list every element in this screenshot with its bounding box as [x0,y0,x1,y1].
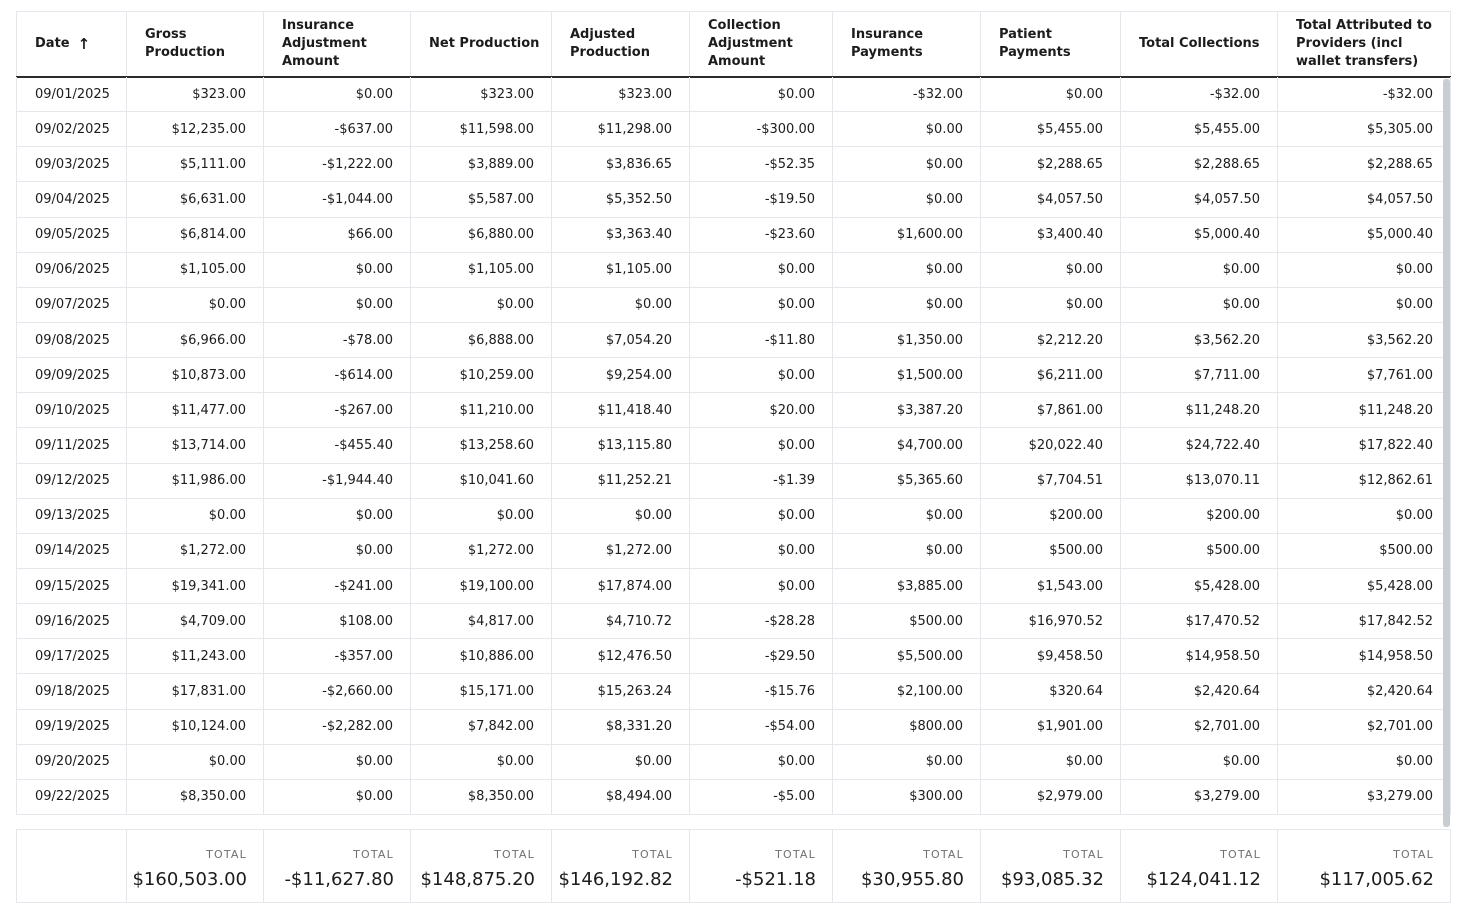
value-cell: $0.00 [264,253,411,287]
total-value: $148,875.20 [420,869,535,890]
value-cell: $200.00 [1121,499,1278,533]
value-cell: $19,341.00 [127,569,264,603]
date-cell: 09/16/2025 [16,604,127,638]
value-cell: $8,350.00 [127,780,264,814]
value-cell: $3,363.40 [552,218,690,252]
value-cell: $7,761.00 [1278,358,1451,392]
value-cell: $0.00 [264,499,411,533]
column-header-5[interactable] [690,12,833,76]
column-header-6[interactable] [833,12,981,76]
table-row[interactable] [16,393,1451,428]
value-cell: $8,494.00 [552,780,690,814]
total-value: $146,192.82 [558,869,673,890]
vertical-scrollbar[interactable] [1443,79,1450,827]
value-cell: $9,254.00 [552,358,690,392]
value-cell: $323.00 [411,77,552,111]
table-row[interactable] [16,323,1451,358]
value-cell: $0.00 [981,288,1121,322]
value-cell: $0.00 [833,112,981,146]
value-cell: $12,476.50 [552,639,690,673]
value-cell: $5,305.00 [1278,112,1451,146]
footer-total-cell [552,830,690,902]
date-cell: 09/14/2025 [16,534,127,568]
column-header-label: Net Production [429,36,540,51]
value-cell: $11,248.20 [1278,393,1451,427]
value-cell: $5,000.40 [1278,218,1451,252]
value-cell: -$455.40 [264,428,411,462]
value-cell: $11,210.00 [411,393,552,427]
value-cell: $0.00 [981,253,1121,287]
value-cell: $300.00 [833,780,981,814]
table-row[interactable] [16,358,1451,393]
value-cell: $6,814.00 [127,218,264,252]
value-cell: $14,958.50 [1278,639,1451,673]
value-cell: $5,352.50 [552,182,690,216]
value-cell: -$32.00 [1278,77,1451,111]
value-cell: $0.00 [833,499,981,533]
value-cell: $6,888.00 [411,323,552,357]
value-cell: $6,631.00 [127,182,264,216]
value-cell: $5,000.40 [1121,218,1278,252]
value-cell: $0.00 [690,745,833,779]
footer-total-cell [264,830,411,902]
date-cell: 09/15/2025 [16,569,127,603]
total-value: $124,041.12 [1146,869,1261,890]
value-cell: -$54.00 [690,710,833,744]
column-header-8[interactable] [1121,12,1278,76]
total-label: TOTAL [1063,848,1104,861]
footer-total-cell [833,830,981,902]
value-cell: -$267.00 [264,393,411,427]
value-cell: $0.00 [833,182,981,216]
column-header-1[interactable] [127,12,264,76]
value-cell: $2,979.00 [981,780,1121,814]
value-cell: $0.00 [690,77,833,111]
value-cell: $4,700.00 [833,428,981,462]
value-cell: $0.00 [552,745,690,779]
column-header-label: Gross Production [145,27,225,60]
value-cell: $17,822.40 [1278,428,1451,462]
value-cell: -$2,660.00 [264,674,411,708]
value-cell: $5,455.00 [1121,112,1278,146]
date-cell: 09/11/2025 [16,428,127,462]
value-cell: $5,428.00 [1121,569,1278,603]
value-cell: $3,279.00 [1278,780,1451,814]
date-cell: 09/10/2025 [16,393,127,427]
value-cell: $108.00 [264,604,411,638]
value-cell: $2,288.65 [981,147,1121,181]
value-cell: $0.00 [264,77,411,111]
value-cell: -$241.00 [264,569,411,603]
value-cell: $0.00 [833,288,981,322]
table-header [16,11,1451,78]
value-cell: $7,711.00 [1121,358,1278,392]
value-cell: $2,288.65 [1278,147,1451,181]
value-cell: $1,105.00 [411,253,552,287]
table-row[interactable] [16,182,1451,217]
date-cell: 09/07/2025 [16,288,127,322]
value-cell: $5,455.00 [981,112,1121,146]
total-label: TOTAL [494,848,535,861]
table-row[interactable] [16,674,1451,709]
value-cell: $17,470.52 [1121,604,1278,638]
value-cell: $0.00 [1121,253,1278,287]
value-cell: $11,252.21 [552,464,690,498]
table-footer-totals [16,829,1451,903]
value-cell: -$52.35 [690,147,833,181]
value-cell: -$29.50 [690,639,833,673]
value-cell: $0.00 [1278,499,1451,533]
column-header-2[interactable] [264,12,411,76]
total-value: $117,005.62 [1319,869,1434,890]
value-cell: $3,387.20 [833,393,981,427]
value-cell: $12,862.61 [1278,464,1451,498]
table-row[interactable] [16,288,1451,323]
value-cell: -$2,282.00 [264,710,411,744]
value-cell: $500.00 [981,534,1121,568]
value-cell: $200.00 [981,499,1121,533]
value-cell: $7,842.00 [411,710,552,744]
table-row[interactable] [16,112,1451,147]
total-value: $30,955.80 [860,869,964,890]
value-cell: $13,115.80 [552,428,690,462]
table-row[interactable] [16,253,1451,288]
value-cell: $500.00 [1278,534,1451,568]
value-cell: $11,986.00 [127,464,264,498]
value-cell: $0.00 [411,288,552,322]
footer-total-cell [690,830,833,902]
value-cell: -$11.80 [690,323,833,357]
footer-total-cell [411,830,552,902]
scrollbar-thumb[interactable] [1443,79,1450,827]
value-cell: $0.00 [981,77,1121,111]
value-cell: $10,259.00 [411,358,552,392]
table-row[interactable] [16,77,1451,112]
table-row[interactable] [16,218,1451,253]
table-row[interactable] [16,464,1451,499]
value-cell: $0.00 [1278,745,1451,779]
value-cell: $0.00 [833,253,981,287]
value-cell: -$32.00 [833,77,981,111]
value-cell: $1,272.00 [127,534,264,568]
value-cell: $320.64 [981,674,1121,708]
value-cell: $1,272.00 [552,534,690,568]
value-cell: -$32.00 [1121,77,1278,111]
value-cell: $800.00 [833,710,981,744]
value-cell: $2,420.64 [1121,674,1278,708]
value-cell: $5,365.60 [833,464,981,498]
value-cell: $11,598.00 [411,112,552,146]
value-cell: $0.00 [690,288,833,322]
value-cell: $5,587.00 [411,182,552,216]
value-cell: $0.00 [690,253,833,287]
total-value: $160,503.00 [132,869,247,890]
value-cell: $500.00 [833,604,981,638]
value-cell: $16,970.52 [981,604,1121,638]
date-cell: 09/09/2025 [16,358,127,392]
value-cell: $0.00 [1278,288,1451,322]
value-cell: $0.00 [411,745,552,779]
column-header-label: Insurance Adjustment Amount [282,18,367,69]
table-row[interactable] [16,710,1451,745]
value-cell: $11,477.00 [127,393,264,427]
value-cell: $11,248.20 [1121,393,1278,427]
column-header-label: Collection Adjustment Amount [708,18,793,69]
date-cell: 09/20/2025 [16,745,127,779]
value-cell: $9,458.50 [981,639,1121,673]
value-cell: $7,704.51 [981,464,1121,498]
total-label: TOTAL [775,848,816,861]
date-cell: 09/03/2025 [16,147,127,181]
column-header-label: Date [35,36,70,51]
column-header-label: Insurance Payments [851,27,924,60]
total-label: TOTAL [923,848,964,861]
value-cell: -$19.50 [690,182,833,216]
value-cell: $13,070.11 [1121,464,1278,498]
value-cell: $20.00 [690,393,833,427]
date-cell: 09/08/2025 [16,323,127,357]
value-cell: $500.00 [1121,534,1278,568]
value-cell: $0.00 [264,780,411,814]
value-cell: -$1,222.00 [264,147,411,181]
value-cell: $7,054.20 [552,323,690,357]
value-cell: -$1,944.40 [264,464,411,498]
value-cell: $15,263.24 [552,674,690,708]
value-cell: $13,714.00 [127,428,264,462]
value-cell: $2,701.00 [1278,710,1451,744]
value-cell: -$28.28 [690,604,833,638]
value-cell: $0.00 [690,428,833,462]
value-cell: $0.00 [1278,253,1451,287]
date-cell: 09/12/2025 [16,464,127,498]
value-cell: $0.00 [1121,288,1278,322]
value-cell: $4,710.72 [552,604,690,638]
value-cell: $0.00 [264,288,411,322]
value-cell: $10,886.00 [411,639,552,673]
value-cell: $11,243.00 [127,639,264,673]
value-cell: $4,057.50 [1278,182,1451,216]
value-cell: $19,100.00 [411,569,552,603]
value-cell: $0.00 [127,745,264,779]
value-cell: $13,258.60 [411,428,552,462]
value-cell: -$300.00 [690,112,833,146]
value-cell: $3,400.40 [981,218,1121,252]
value-cell: $0.00 [552,288,690,322]
value-cell: $0.00 [981,745,1121,779]
value-cell: $17,874.00 [552,569,690,603]
total-label: TOTAL [1220,848,1261,861]
total-value: -$521.18 [735,869,816,890]
value-cell: $0.00 [552,499,690,533]
value-cell: $12,235.00 [127,112,264,146]
value-cell: -$614.00 [264,358,411,392]
value-cell: -$5.00 [690,780,833,814]
table-body[interactable] [16,77,1451,829]
value-cell: $17,831.00 [127,674,264,708]
value-cell: $0.00 [690,358,833,392]
value-cell: $7,861.00 [981,393,1121,427]
column-header-3[interactable] [411,12,552,76]
value-cell: $0.00 [127,288,264,322]
value-cell: $2,100.00 [833,674,981,708]
value-cell: $4,057.50 [1121,182,1278,216]
value-cell: -$357.00 [264,639,411,673]
value-cell: $3,562.20 [1278,323,1451,357]
value-cell: $1,105.00 [552,253,690,287]
column-header-label: Patient Payments [999,27,1071,60]
footer-total-cell [1121,830,1278,902]
column-header-label: Adjusted Production [570,27,650,60]
arrow-up-icon: ↑ [77,35,91,53]
table-row[interactable] [16,639,1451,674]
table-row[interactable] [16,780,1451,815]
date-cell: 09/13/2025 [16,499,127,533]
total-value: -$11,627.80 [284,869,394,890]
value-cell: $6,880.00 [411,218,552,252]
column-header-label: Total Collections [1139,36,1260,51]
value-cell: $8,331.20 [552,710,690,744]
value-cell: -$1,044.00 [264,182,411,216]
value-cell: -$78.00 [264,323,411,357]
value-cell: $1,901.00 [981,710,1121,744]
value-cell: $24,722.40 [1121,428,1278,462]
total-label: TOTAL [353,848,394,861]
value-cell: $1,600.00 [833,218,981,252]
value-cell: $8,350.00 [411,780,552,814]
value-cell: $0.00 [690,499,833,533]
date-cell: 09/18/2025 [16,674,127,708]
table-row[interactable] [16,569,1451,604]
value-cell: $15,171.00 [411,674,552,708]
value-cell: $2,420.64 [1278,674,1451,708]
date-cell: 09/02/2025 [16,112,127,146]
value-cell: $4,709.00 [127,604,264,638]
value-cell: $1,543.00 [981,569,1121,603]
value-cell: $14,958.50 [1121,639,1278,673]
value-cell: $6,211.00 [981,358,1121,392]
value-cell: $0.00 [127,499,264,533]
column-header-7[interactable] [981,12,1121,76]
column-header-9[interactable] [1278,12,1451,76]
value-cell: $0.00 [833,147,981,181]
date-cell: 09/05/2025 [16,218,127,252]
value-cell: $66.00 [264,218,411,252]
value-cell: $11,418.40 [552,393,690,427]
data-table [16,11,1451,901]
value-cell: $1,272.00 [411,534,552,568]
value-cell: $5,428.00 [1278,569,1451,603]
total-label: TOTAL [1393,848,1434,861]
value-cell: $1,350.00 [833,323,981,357]
value-cell: $3,836.65 [552,147,690,181]
value-cell: -$637.00 [264,112,411,146]
date-cell: 09/17/2025 [16,639,127,673]
value-cell: $5,111.00 [127,147,264,181]
footer-total-cell [981,830,1121,902]
table-row[interactable] [16,604,1451,639]
value-cell: $0.00 [833,534,981,568]
total-value: $93,085.32 [1000,869,1104,890]
value-cell: $0.00 [264,534,411,568]
table-row[interactable] [16,534,1451,569]
date-cell: 09/06/2025 [16,253,127,287]
date-cell: 09/04/2025 [16,182,127,216]
date-cell: 09/19/2025 [16,710,127,744]
value-cell: $17,842.52 [1278,604,1451,638]
value-cell: $0.00 [833,745,981,779]
table-row[interactable] [16,147,1451,182]
value-cell: -$15.76 [690,674,833,708]
value-cell: $0.00 [264,745,411,779]
value-cell: $10,041.60 [411,464,552,498]
value-cell: -$23.60 [690,218,833,252]
value-cell: $2,212.20 [981,323,1121,357]
value-cell: $2,701.00 [1121,710,1278,744]
total-label: TOTAL [632,848,673,861]
date-cell: 09/01/2025 [16,77,127,111]
value-cell: $0.00 [1121,745,1278,779]
value-cell: $1,105.00 [127,253,264,287]
footer-empty-cell [16,830,127,902]
value-cell: $323.00 [127,77,264,111]
footer-total-cell [1278,830,1451,902]
value-cell: $3,889.00 [411,147,552,181]
date-cell: 09/22/2025 [16,780,127,814]
value-cell: $4,057.50 [981,182,1121,216]
total-label: TOTAL [206,848,247,861]
value-cell: $2,288.65 [1121,147,1278,181]
value-cell: $0.00 [411,499,552,533]
value-cell: $11,298.00 [552,112,690,146]
table-row[interactable] [16,745,1451,780]
value-cell: $3,279.00 [1121,780,1278,814]
value-cell: $5,500.00 [833,639,981,673]
value-cell: $0.00 [690,534,833,568]
column-header-label: Total Attributed to Providers (incl wallet transfers) [1296,18,1432,69]
table-row[interactable] [16,428,1451,463]
value-cell: $6,966.00 [127,323,264,357]
column-header-4[interactable] [552,12,690,76]
value-cell: $20,022.40 [981,428,1121,462]
value-cell: $10,873.00 [127,358,264,392]
value-cell: $3,885.00 [833,569,981,603]
table-row[interactable] [16,499,1451,534]
value-cell: $4,817.00 [411,604,552,638]
value-cell: $0.00 [690,569,833,603]
column-header-0[interactable] [16,12,127,76]
footer-total-cell [127,830,264,902]
value-cell: $10,124.00 [127,710,264,744]
value-cell: $323.00 [552,77,690,111]
value-cell: $3,562.20 [1121,323,1278,357]
value-cell: -$1.39 [690,464,833,498]
value-cell: $1,500.00 [833,358,981,392]
